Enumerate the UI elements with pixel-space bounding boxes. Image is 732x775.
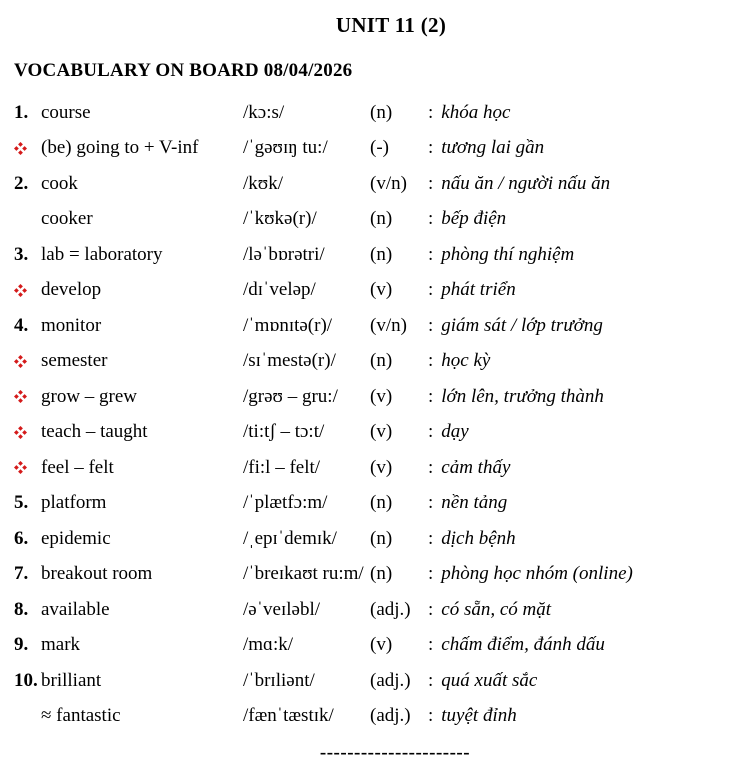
row-ipa: /əˈveɪləbl/	[243, 598, 321, 620]
row-marker: 10.	[14, 669, 38, 691]
row-translation: lớn lên, trưởng thành	[441, 385, 604, 407]
row-translation: bếp điện	[441, 208, 507, 230]
row-pos: (n)	[370, 101, 393, 123]
row-pos: (n)	[370, 492, 393, 514]
vocab-row	[14, 273, 732, 309]
row-translation: tuyệt đỉnh	[441, 705, 517, 727]
row-word: course	[41, 101, 91, 123]
row-pos: (v)	[370, 456, 393, 478]
row-colon: :	[428, 314, 434, 336]
vocab-row	[14, 450, 732, 486]
row-ipa: /ləˈbɒrətri/	[243, 243, 325, 265]
row-pos: (v/n)	[370, 172, 407, 194]
vocab-row	[14, 344, 732, 380]
row-colon: :	[428, 101, 434, 123]
row-colon: :	[428, 598, 434, 620]
row-ipa: /ˈgəʊɪŋ tu:/	[243, 137, 328, 159]
row-ipa: /fi:l – felt/	[243, 456, 321, 478]
diamond-bullet-icon	[14, 390, 27, 403]
row-pos: (n)	[370, 350, 393, 372]
row-translation: học kỳ	[441, 350, 491, 372]
row-colon: :	[428, 279, 434, 301]
row-ipa: /ˈmɒnɪtə(r)/	[243, 314, 333, 336]
row-marker: 7.	[14, 563, 29, 585]
row-colon: :	[428, 705, 434, 727]
row-word: monitor	[41, 314, 102, 336]
diamond-bullet-icon	[14, 284, 27, 297]
row-marker	[14, 142, 41, 155]
vocab-row	[14, 202, 732, 238]
row-marker: 9.	[14, 634, 29, 656]
row-ipa: /kʊk/	[243, 172, 283, 194]
row-marker	[14, 284, 41, 297]
row-pos: (n)	[370, 243, 393, 265]
row-pos: (adj.)	[370, 669, 411, 691]
row-word: platform	[41, 492, 107, 514]
row-marker: 3.	[14, 243, 29, 265]
row-pos: (v)	[370, 385, 393, 407]
row-colon: :	[428, 563, 434, 585]
row-translation: dịch bệnh	[441, 527, 516, 549]
row-colon: :	[428, 456, 434, 478]
row-marker	[14, 461, 41, 474]
row-translation: giám sát / lớp trưởng	[441, 314, 603, 336]
vocab-row	[14, 557, 732, 593]
footer-dashed-line: ----------------------	[319, 742, 471, 763]
diamond-bullet-icon	[14, 142, 27, 155]
row-pos: (v)	[370, 421, 393, 443]
board-heading: VOCABULARY ON BOARD 08/04/2026	[14, 60, 353, 81]
vocab-row	[14, 486, 732, 522]
row-word: semester	[41, 350, 108, 372]
vocab-row	[14, 415, 732, 451]
row-ipa: /dɪˈveləp/	[243, 279, 316, 301]
row-translation: phòng học nhóm (online)	[441, 563, 633, 585]
row-pos: (-)	[370, 137, 389, 159]
row-ipa: /ˈkʊkə(r)/	[243, 208, 317, 230]
row-word: develop	[41, 279, 102, 301]
row-colon: :	[428, 243, 434, 265]
row-word: epidemic	[41, 527, 111, 549]
row-ipa: /ˈplætfɔ:m/	[243, 492, 328, 514]
row-translation: nền tảng	[441, 492, 508, 514]
row-marker	[14, 426, 41, 439]
row-translation: phòng thí nghiệm	[441, 243, 575, 265]
row-pos: (n)	[370, 208, 393, 230]
vocab-row	[14, 592, 732, 628]
row-colon: :	[428, 350, 434, 372]
row-translation: dạy	[441, 421, 469, 443]
vocab-row	[14, 131, 732, 167]
row-translation: có sẵn, có mặt	[441, 598, 552, 620]
vocab-row	[14, 95, 732, 131]
diamond-bullet-icon	[14, 461, 27, 474]
row-colon: :	[428, 634, 434, 656]
row-translation: khóa học	[441, 101, 511, 123]
row-ipa: /kɔ:s/	[243, 101, 285, 123]
row-word: grow – grew	[41, 385, 138, 407]
row-ipa: /ˌepɪˈdemɪk/	[243, 527, 337, 549]
row-marker: 2.	[14, 172, 29, 194]
vocab-row	[14, 379, 732, 415]
row-marker: 8.	[14, 598, 29, 620]
row-pos: (v/n)	[370, 314, 407, 336]
row-translation: chấm điểm, đánh dấu	[441, 634, 605, 656]
row-colon: :	[428, 669, 434, 691]
vocab-row	[14, 628, 732, 664]
row-colon: :	[428, 385, 434, 407]
row-colon: :	[428, 208, 434, 230]
row-ipa: /ti:tʃ – tɔ:t/	[243, 421, 325, 443]
row-translation: phát triển	[441, 279, 516, 301]
vocab-row	[14, 521, 732, 557]
row-ipa: /fænˈtæstɪk/	[243, 705, 334, 727]
row-translation: cảm thấy	[441, 456, 511, 478]
unit-title: UNIT 11 (2)	[335, 13, 447, 37]
row-pos: (v)	[370, 279, 393, 301]
row-colon: :	[428, 172, 434, 194]
vocab-row	[14, 699, 732, 735]
row-colon: :	[428, 421, 434, 443]
row-marker: 6.	[14, 527, 29, 549]
row-word: ≈ fantastic	[41, 705, 121, 727]
row-word: brilliant	[41, 669, 102, 691]
row-ipa: /mɑ:k/	[243, 634, 294, 656]
row-word: available	[41, 598, 110, 620]
row-word: teach – taught	[41, 421, 148, 443]
row-ipa: /ˈbrɪliənt/	[243, 669, 315, 691]
vocab-row	[14, 308, 732, 344]
row-word: (be) going to + V-inf	[41, 137, 199, 159]
row-word: cook	[41, 172, 78, 194]
vocab-row	[14, 166, 732, 202]
row-pos: (n)	[370, 527, 393, 549]
row-word: lab = laboratory	[41, 243, 163, 265]
row-word: cooker	[41, 208, 93, 230]
row-word: breakout room	[41, 563, 153, 585]
vocab-row	[14, 237, 732, 273]
row-marker: 1.	[14, 101, 29, 123]
row-marker	[14, 390, 41, 403]
row-colon: :	[428, 492, 434, 514]
row-translation: quá xuất sắc	[441, 669, 538, 691]
row-word: feel – felt	[41, 456, 114, 478]
row-marker	[14, 355, 41, 368]
row-marker: 5.	[14, 492, 29, 514]
diamond-bullet-icon	[14, 426, 27, 439]
row-marker: 4.	[14, 314, 29, 336]
row-ipa: /sɪˈmestə(r)/	[243, 350, 336, 372]
row-pos: (adj.)	[370, 705, 411, 727]
row-translation: nấu ăn / người nấu ăn	[441, 172, 611, 194]
row-pos: (v)	[370, 634, 393, 656]
row-colon: :	[428, 527, 434, 549]
row-ipa: /ˈbreɪkaʊt ru:m/	[243, 563, 364, 585]
row-pos: (adj.)	[370, 598, 411, 620]
vocab-list	[14, 95, 732, 734]
vocab-row	[14, 663, 732, 699]
row-translation: tương lai gần	[441, 137, 545, 159]
row-word: mark	[41, 634, 81, 656]
diamond-bullet-icon	[14, 355, 27, 368]
row-colon: :	[428, 137, 434, 159]
row-ipa: /grəʊ – gru:/	[243, 385, 338, 407]
row-pos: (n)	[370, 563, 393, 585]
